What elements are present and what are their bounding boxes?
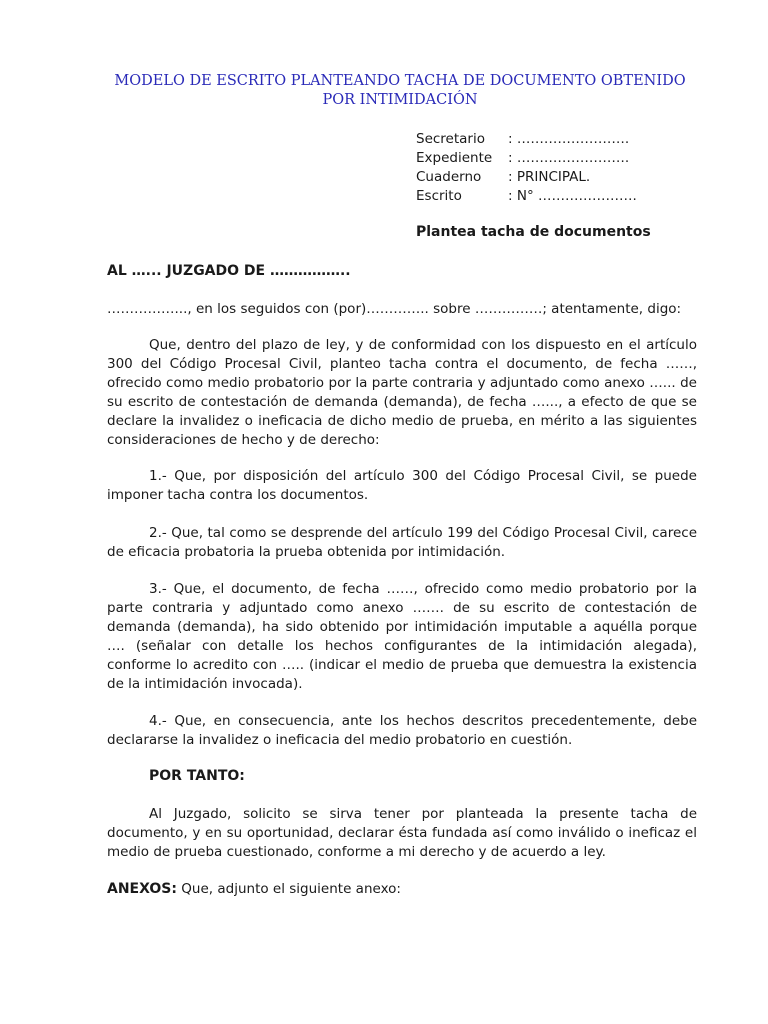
por-tanto-paragraph: Al Juzgado, solicito se sirva tener por planteada la presente tacha de documento, y en su oportunidad, declarar ésta fundada así como inválido o ineficaz el medio de prueba cuestionado, conforme a mi derecho y de acuerdo a ley. (107, 806, 697, 860)
case-meta (416, 130, 637, 206)
point-2: 2.- Que, tal como se desprende del artículo 199 del Código Procesal Civil, carece de eficacia probatoria la prueba obtenida por intimidación. (107, 525, 697, 560)
meta-label: Secretario (416, 131, 485, 147)
main-paragraph: Que, dentro del plazo de ley, y de conformidad con los dispuesto en el artículo 300 del Código Procesal Civil, planteo tacha contra el documento, de fecha ……, ofrecido como medio probatorio por la parte contraria y adjuntado como anexo …... de su escrito de contestación de demanda (demanda), de fecha …..., a efecto de que se declare la invalidez o ineficacia de dicho medio de prueba, en mérito a las siguientes consideraciones de hecho y de derecho: (107, 337, 697, 448)
anexos-line (107, 880, 697, 899)
meta-value: : PRINCIPAL. (508, 169, 591, 185)
addressee: AL …... JUZGADO DE …………….. (107, 263, 351, 279)
anexos-text: Que, adjunto el siguiente anexo: (177, 881, 401, 897)
meta-row-expediente (416, 149, 637, 168)
meta-value: : N° …………………. (508, 188, 637, 204)
meta-label: Escrito (416, 188, 462, 204)
meta-row-secretario (416, 130, 637, 149)
meta-row-escrito (416, 187, 637, 206)
anexos-label: ANEXOS: (107, 881, 177, 897)
point-1: 1.- Que, por disposición del artículo 300 del Código Procesal Civil, se puede imponer tacha contra los documentos. (107, 468, 697, 503)
meta-label: Expediente (416, 150, 493, 166)
point-4: 4.- Que, en consecuencia, ante los hechos descritos precedentemente, debe declararse la invalidez o ineficacia del medio probatorio en cuestión. (107, 713, 697, 748)
meta-row-cuaderno (416, 168, 637, 187)
document-subject: Plantea tacha de documentos (416, 224, 651, 240)
meta-value: : ……………………. (508, 150, 630, 166)
document-title: MODELO DE ESCRITO PLANTEANDO TACHA DE DOCUMENTO OBTENIDO POR INTIMIDACIÓN (114, 73, 686, 108)
point-3: 3.- Que, el documento, de fecha ……, ofrecido como medio probatorio por la parte contraria y adjuntado como anexo ……. de su escrito de contestación de demanda (demanda), ha sido obtenido por intimidación imputable a aquélla porque …. (señalar con detalle los hechos configurantes de la intimidación alegada), conforme lo acredito con ….. (indicar el medio de prueba que demuestra la existencia de la intimidación invocada). (107, 581, 697, 692)
por-tanto-heading: POR TANTO: (149, 768, 245, 784)
intro-paragraph: ……………..., en los seguidos con (por)………….. sobre ……………; atentamente, digo: (107, 301, 682, 317)
meta-label: Cuaderno (416, 169, 482, 185)
meta-value: : ……………………. (508, 131, 630, 147)
